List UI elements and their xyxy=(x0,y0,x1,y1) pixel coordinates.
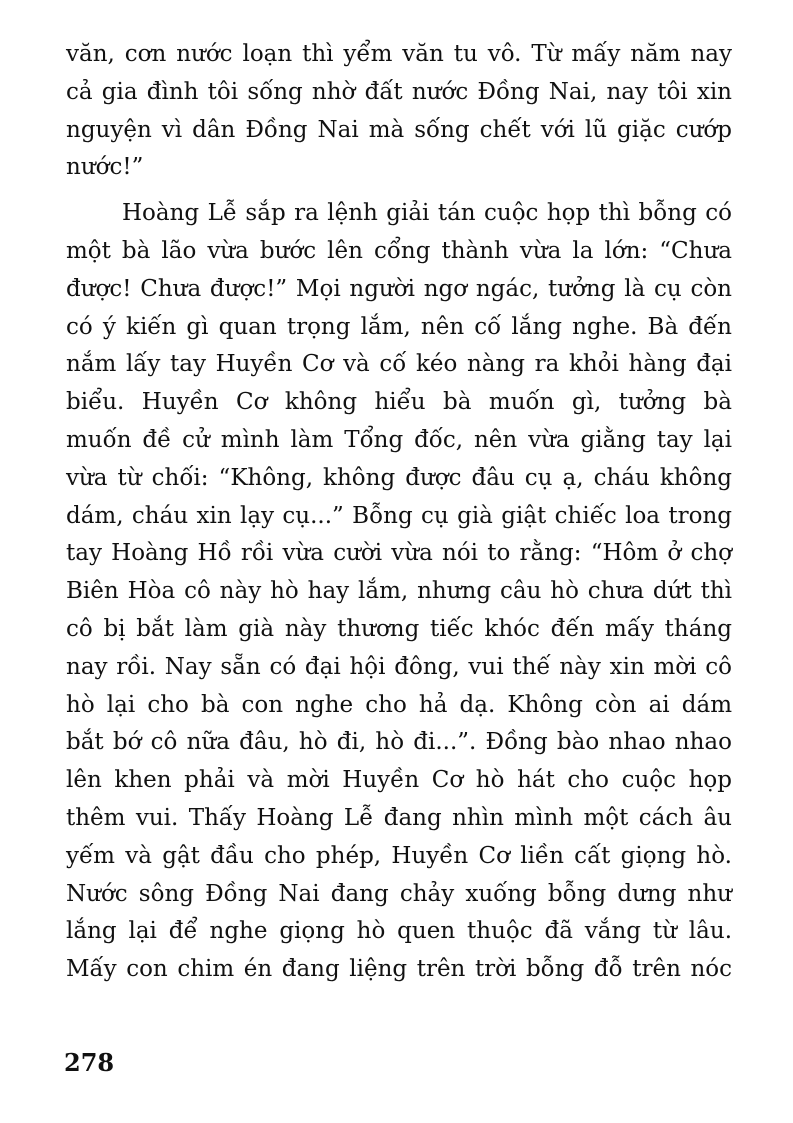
paragraph-1 xyxy=(66,36,732,187)
text-line: lên khen phải và mời Huyền Cơ hò hát cho cuộc họp xyxy=(66,767,732,794)
text-line: nắm lấy tay Huyền Cơ và cố kéo nàng ra khỏi hàng đại xyxy=(66,351,732,378)
text-line: được! Chưa được!” Mọi người ngơ ngác, tưởng là cụ còn xyxy=(66,275,732,302)
text-line: hò lại cho bà con nghe cho hả dạ. Không còn ai dám xyxy=(66,691,732,718)
text-line: tay Hoàng Hồ rồi vừa cười vừa nói to rằng: “Hôm ở chợ xyxy=(66,540,732,567)
text-line: vừa từ chối: “Không, không được đâu cụ ạ, cháu không xyxy=(66,464,732,491)
text-line: Nước sông Đồng Nai đang chảy xuống bỗng dưng như xyxy=(66,880,732,907)
paragraph-gap xyxy=(66,187,732,195)
page-number: 278 xyxy=(64,1048,115,1077)
text-line: muốn đề cử mình làm Tổng đốc, nên vừa giằng tay lại xyxy=(66,426,732,453)
text-line: nay rồi. Nay sẵn có đại hội đông, vui thế này xin mời cô xyxy=(66,653,732,680)
text-line: Biên Hòa cô này hò hay lắm, nhưng câu hò chưa dứt thì xyxy=(66,578,732,605)
text-line: cô bị bắt làm già này thương tiếc khóc đến mấy tháng xyxy=(66,615,732,642)
text-line: nguyện vì dân Đồng Nai mà sống chết với lũ giặc cướp xyxy=(66,116,732,143)
text-line: bắt bớ cô nữa đâu, hò đi, hò đi...”. Đồng bào nhao nhao xyxy=(66,729,732,756)
text-line: có ý kiến gì quan trọng lắm, nên cố lắng nghe. Bà đến xyxy=(66,313,732,340)
paragraph-2 xyxy=(66,195,732,989)
text-line: yếm và gật đầu cho phép, Huyền Cơ liền cất giọng hò. xyxy=(66,842,732,869)
text-line: cả gia đình tôi sống nhờ đất nước Đồng Nai, nay tôi xin xyxy=(66,78,732,105)
text-line: lắng lại để nghe giọng hò quen thuộc đã vắng từ lâu. xyxy=(66,918,732,945)
text-line: một bà lão vừa bước lên cổng thành vừa la lớn: “Chưa xyxy=(66,237,732,264)
body-text xyxy=(66,36,732,989)
text-line: biểu. Huyền Cơ không hiểu bà muốn gì, tưởng bà xyxy=(66,389,732,416)
text-line: văn, cơn nước loạn thì yểm văn tu vô. Từ mấy năm nay xyxy=(66,41,732,67)
text-line: Mấy con chim én đang liệng trên trời bỗng đỗ trên nóc xyxy=(66,956,732,983)
text-line: dám, cháu xin lạy cụ...” Bỗng cụ già giật chiếc loa trong xyxy=(66,502,732,529)
text-line: thêm vui. Thấy Hoàng Lễ đang nhìn mình một cách âu xyxy=(66,804,732,831)
text-line: Hoàng Lễ sắp ra lệnh giải tán cuộc họp thì bỗng có xyxy=(122,200,732,227)
text-line: nước!” xyxy=(66,154,144,181)
